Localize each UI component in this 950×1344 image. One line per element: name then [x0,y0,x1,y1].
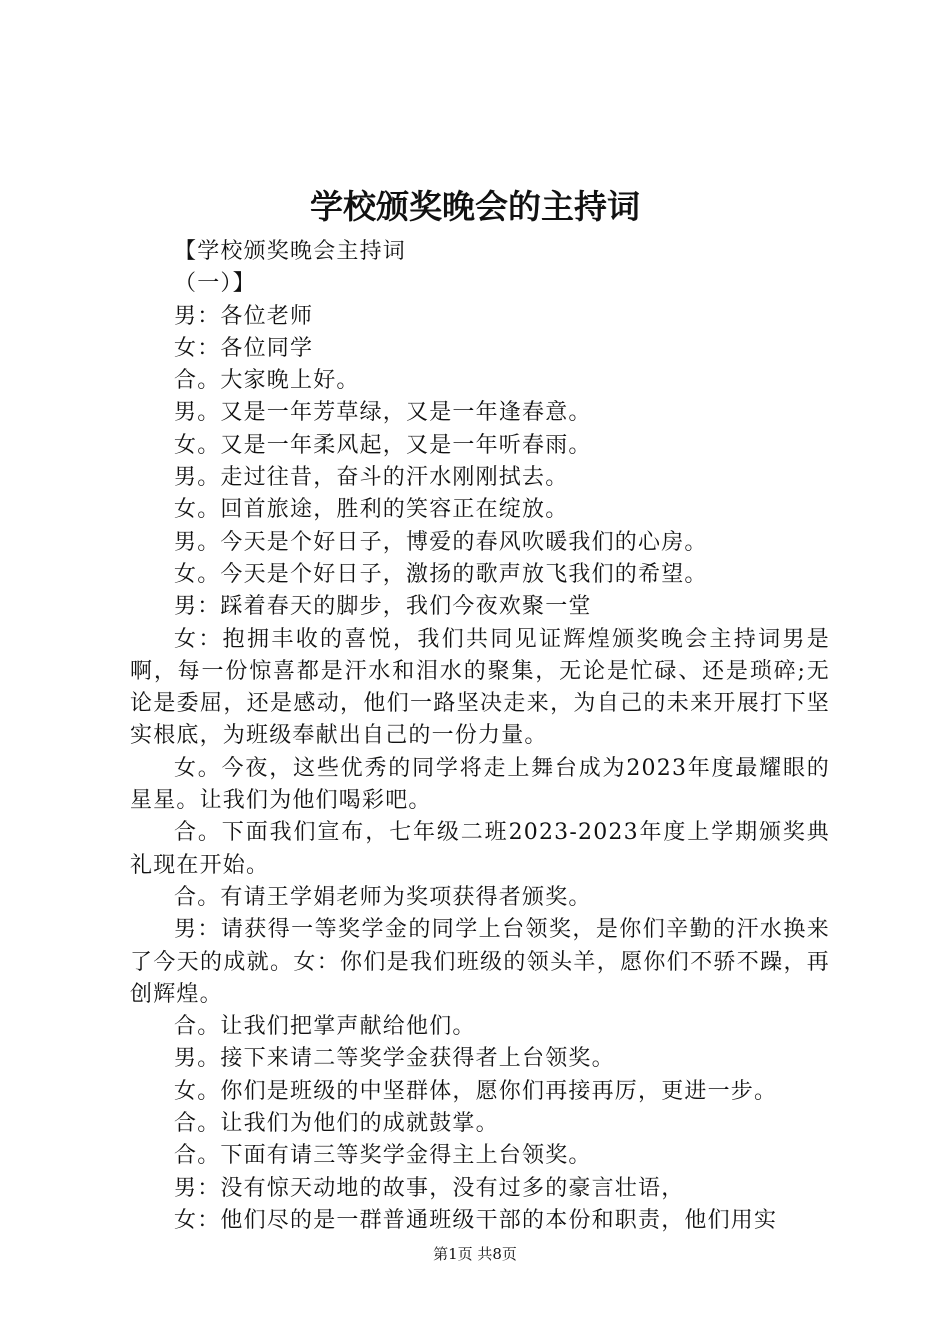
script-line: 男：请获得一等奖学金的同学上台领奖，是你们辛勤的汗水换来了今天的成就。女：你们是我们班级的领头羊，愿你们不骄不躁，再创辉煌。 [130,917,830,1007]
script-line: 男：各位老师 [174,303,314,329]
script-line: 女。今天是个好日子，激扬的歌声放飞我们的希望。 [174,561,708,587]
subtitle-line: 【学校颁奖晚会主持词 [174,239,407,264]
script-line: 合。下面有请三等奖学金得主上台领奖。 [174,1143,592,1169]
script-line: 女：各位同学 [174,335,314,361]
script-line: 合。让我们把掌声献给他们。 [174,1014,476,1040]
script-line: 合。大家晚上好。 [174,368,360,394]
script-line: 合。让我们为他们的成就鼓掌。 [174,1111,499,1137]
script-line: 男。又是一年芳草绿，又是一年逢春意。 [174,400,592,426]
page-title: 学校颁奖晚会的主持词 [310,187,640,226]
script-line: 女。你们是班级的中坚群体，愿你们再接再厉，更进一步。 [174,1078,778,1104]
script-line: 男：没有惊天动地的故事，没有过多的豪言壮语， [174,1175,685,1201]
subtitle-line: （一）】 [174,271,256,297]
script-line: 合。下面我们宣布，七年级二班2023-2023年度上学期颁奖典礼现在开始。 [130,820,830,878]
script-line: 男：踩着春天的脚步，我们今夜欢聚一堂 [174,594,592,620]
script-line: 女：他们尽的是一群普通班级干部的本份和职责，他们用实 [174,1207,778,1233]
script-line: 女：抱拥丰收的喜悦，我们共同见证辉煌颁奖晚会主持词男是啊，每一份惊喜都是汗水和泪水的聚集，无论是忙碌、还是琐碎;无论是委屈，还是感动，他们一路坚决走来，为自己的未来开展打下坚实根底，为班级奉献出自己的一份力量。 [130,626,830,749]
script-line: 女。又是一年柔风起，又是一年听春雨。 [174,432,592,458]
script-line: 男。今天是个好日子，博爱的春风吹暖我们的心房。 [174,529,708,555]
script-line: 男。接下来请二等奖学金获得者上台领奖。 [174,1046,615,1072]
script-line: 合。有请王学娟老师为奖项获得者颁奖。 [174,884,592,910]
script-line: 女。今夜，这些优秀的同学将走上舞台成为2023年度最耀眼的星星。让我们为他们喝彩吧。 [130,755,830,814]
page-footer: 第1页 共8页 [433,1245,517,1263]
script-line: 女。回首旅途，胜利的笑容正在绽放。 [174,497,569,523]
document-body [130,236,830,1237]
script-line: 男。走过往昔，奋斗的汗水刚刚拭去。 [174,465,569,491]
